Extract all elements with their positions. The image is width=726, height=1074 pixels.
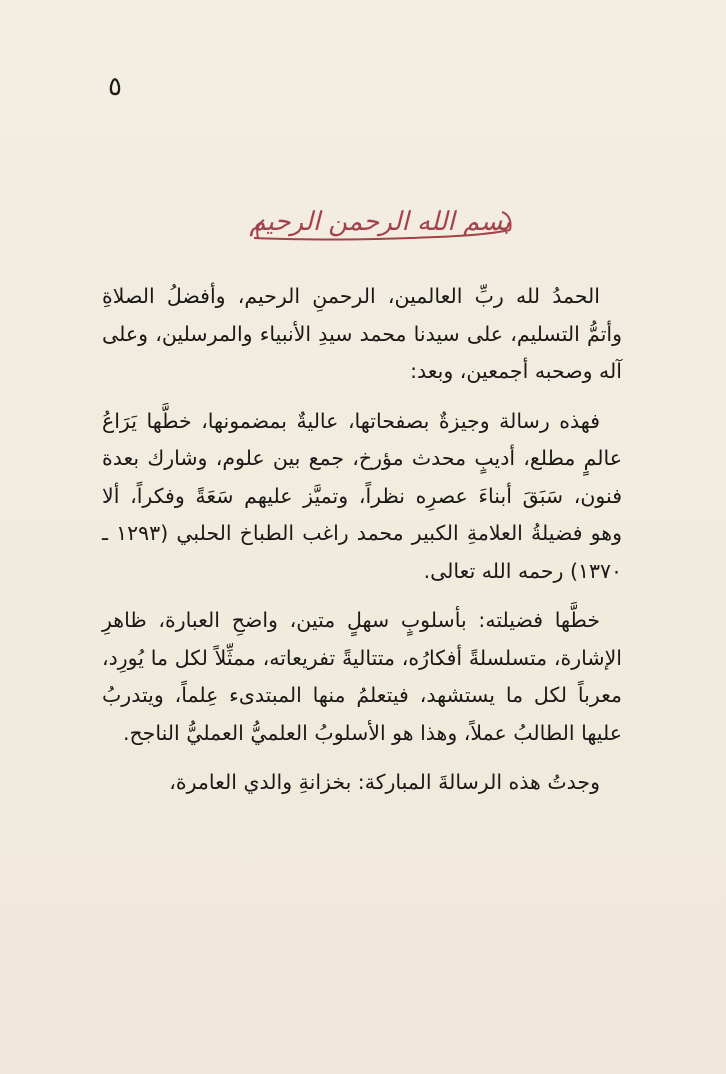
- basmala-ornament: [240, 200, 520, 252]
- basmala-text: بسم الله الرحمن الرحيم: [249, 207, 511, 237]
- main-text: [102, 278, 622, 814]
- paragraph-2: فهذه رسالة وجيزةٌ بصفحاتها، عاليةٌ بمضمونها، خطَّها يَرَاعُ عالمٍ مطلع، أديبٍ محدث مؤرخ، جمع بين علوم، وشارك بعدة فنون، سَبَقَ أبناءَ عصرِه نظراً، وتميَّز عليهم سَعَةً وفكراً، ألا وهو فضيلةُ العلامةِ الكبير محمد راغب الطباخ الحلبي (١٢٩٣ ـ ١٣٧٠) رحمه الله تعالى.: [102, 408, 622, 583]
- paragraph-1: الحمدُ لله ربِّ العالمين، الرحمنِ الرحيم، وأفضلُ الصلاةِ وأتمُّ التسليم، على سيدنا محمد سيدِ الأنبياء والمرسلين، وعلى آله وصحبه أجمعين، وبعد:: [102, 284, 622, 383]
- page-number: ٥: [108, 72, 122, 102]
- paragraph-3: خطَّها فضيلته: بأسلوبٍ سهلٍ متين، واضحِ العبارة، ظاهرِ الإشارة، متسلسلةً أفكارُه، متتاليةً تفريعاته، ممثِّلاً لكل ما يُورِد، معرباً لكل ما يستشهد، فيتعلمُ منها المبتدىء عِلماً، ويتدربُ عليها الطالبُ عملاً، وهذا هو الأسلوبُ العلميُّ العمليُّ الناجح.: [102, 608, 622, 745]
- paragraph-4: وجدتُ هذه الرسالةَ المباركة: بخزانةِ والدي العامرة،: [169, 770, 600, 794]
